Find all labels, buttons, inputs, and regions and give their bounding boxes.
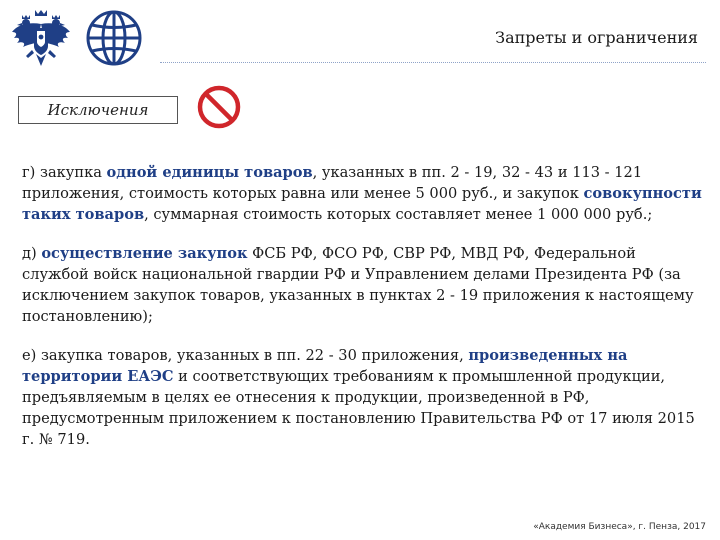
exceptions-content [22,162,706,468]
prohibition-sign-icon [196,84,242,130]
double-headed-eagle-icon [8,6,74,72]
text-segment: , суммарная стоимость которых составляет менее 1 000 000 руб.; [144,206,653,223]
highlight-segment: осуществление закупок [41,245,248,262]
footer-credit: «Академия Бизнеса», г. Пенза, 2017 [533,522,706,532]
paragraph-g [22,162,706,225]
paragraph-d [22,243,706,327]
highlight-segment: одной единицы товаров [106,164,313,181]
text-segment: д) [22,245,42,262]
text-segment: г) закупка [22,164,107,181]
text-segment: и соответствующих требованиям к промышленной продукции, предъявляемым в целях ее отнесения к продукции, произведенной в РФ, предусмотренным приложением к постановлению Правительства РФ от 17 июля 2015 г. № 719. [22,368,695,448]
highlight-segment: совокупности таких товаров [22,185,702,223]
highlight-segment: произведенных на территории ЕАЭС [22,347,628,385]
text-segment: , указанных в пп. 2 - 19, 32 - 43 и 113 - 121 приложения, стоимость которых равна или менее 5 000 руб., и закупок [22,164,643,202]
header-divider [160,62,706,63]
text-segment: е) закупка товаров, указанных в пп. 22 - 30 приложения, [22,347,469,364]
page-title: Запреты и ограничения [495,28,698,47]
text-segment: ФСБ РФ, ФСО РФ, СВР РФ, МВД РФ, Федеральной службой войск национальной гвардии РФ и Управлением делами Президента РФ (за исключением закупок товаров, указанных в пунктах 2 - 19 приложения к настоящему постановлению); [22,245,694,325]
globe-icon [84,8,144,68]
paragraph-e [22,345,706,450]
section-tag: Исключения [18,96,178,124]
